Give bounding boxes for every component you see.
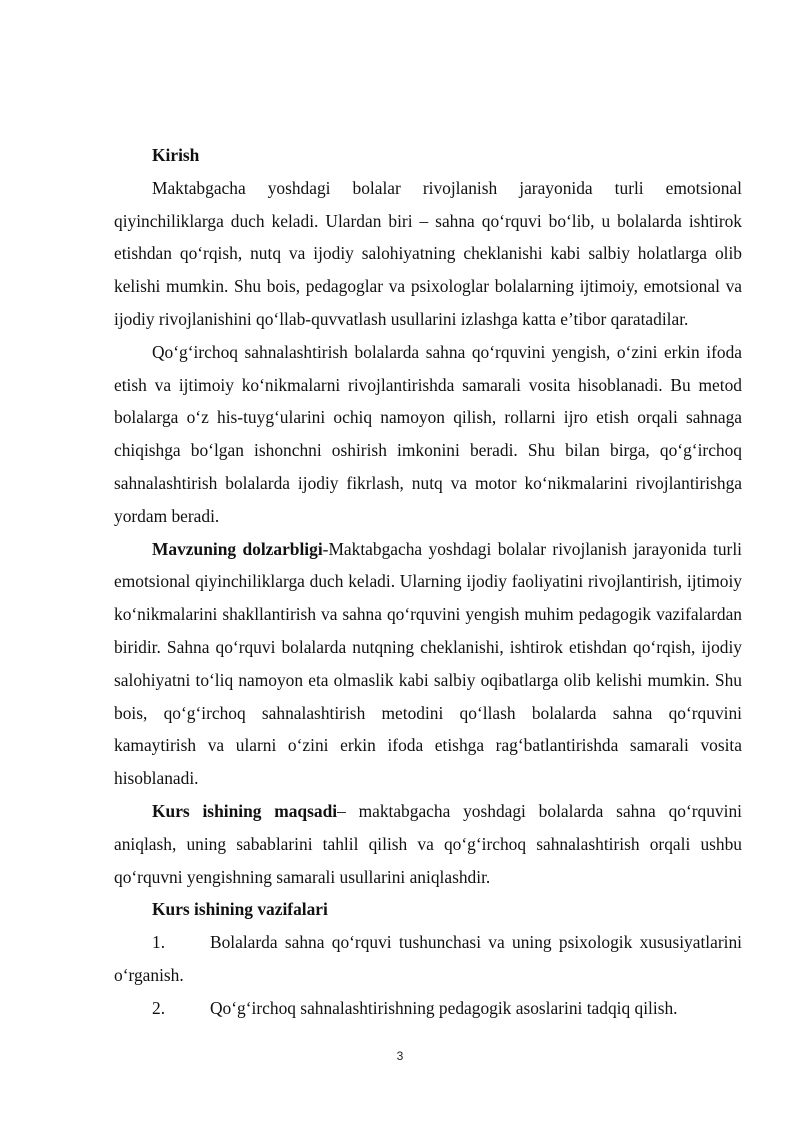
goal-text: – maktabgacha yoshdagi bolalarda sahna qo‘rquvini aniqlash, uning sabablarini tahlil qilish va qo‘g‘irchoq sahnalashtirish orqali ushbu qo‘rquvni yengishning samarali usullarini aniqlashdir. bbox=[114, 800, 742, 887]
section-heading-intro: Kirish bbox=[152, 145, 200, 165]
page-number: 3 bbox=[396, 1049, 404, 1063]
goal-label: Kurs ishining maqsadi bbox=[152, 800, 338, 821]
relevance-text: -Maktabgacha yoshdagi bolalar rivojlanish jarayonida turli emotsional qiyinchiliklarga duch keladi. Ularning ijodiy faoliyatini rivojlantirish, ijtimoiy ko‘nikmalarini shakllantirish va sahna qo‘rquvini yengish muhim pedagogik vazifalardan biridir. Sahna qo‘rquvi bolalarda nutqning cheklanishi, ishtirok etishdan qo‘rqish, ijodiy salohiyatni to‘liq namoyon eta olmaslik kabi salbiy oqibatlarga olib kelishi mumkin. Shu bois, qo‘g‘irchoq sahnalashtirish metodini qo‘llash bolalarda sahna qo‘rquvini kamaytirish va ularni o‘zini erkin ifoda etishga rag‘batlantirishda samarali vosita hisoblanadi. bbox=[114, 538, 742, 789]
task-item-2 bbox=[114, 992, 742, 1025]
task-text: Qo‘g‘irchoq sahnalashtirishning pedagogik asoslarini tadqiq qilish. bbox=[210, 997, 678, 1018]
intro-paragraph-2: Qo‘g‘irchoq sahnalashtirish bolalarda sahna qo‘rquvini yengish, o‘zini erkin ifoda etish va ijtimoiy ko‘nikmalarni rivojlantirishda samarali vosita hisoblanadi. Bu metod bolalarga o‘z his-tuyg‘ularini ochiq namoyon qilish, rollarni ijro etish orqali sahnaga chiqishga bo‘lgan ishonchni oshirish imkonini beradi. Shu bilan birga, qo‘g‘irchoq sahnalashtirish bolalarda ijodiy fikrlash, nutq va motor ko‘nikmalarini rivojlantirishga yordam beradi. bbox=[114, 341, 742, 526]
task-item-1 bbox=[114, 926, 742, 992]
relevance-paragraph bbox=[114, 533, 742, 795]
relevance-label: Mavzuning dolzarbligi bbox=[152, 538, 323, 559]
task-number: 2. bbox=[152, 997, 166, 1018]
page-content bbox=[114, 139, 742, 1025]
goal-paragraph bbox=[114, 795, 742, 893]
task-text: Bolalarda sahna qo‘rquvi tushunchasi va uning psixologik xususiyatlarini o‘rganish. bbox=[114, 932, 742, 985]
task-number: 1. bbox=[152, 932, 166, 953]
intro-paragraph-1: Maktabgacha yoshdagi bolalar rivojlanish jarayonida turli emotsional qiyinchiliklarga duch keladi. Ulardan biri – sahna qo‘rquvi bo‘lib, u bolalarda ishtirok etishdan qo‘rqish, nutq va ijodiy salohiyatning cheklanishi kabi salbiy holatlarga olib kelishi mumkin. Shu bois, pedagoglar va psixologlar bolalarning ijtimoiy, emotsional va ijodiy rivojlanishini qo‘llab-quvvatlash usullarini izlashga katta e’tibor qaratadilar. bbox=[114, 177, 742, 329]
tasks-heading: Kurs ishining vazifalari bbox=[152, 899, 328, 920]
